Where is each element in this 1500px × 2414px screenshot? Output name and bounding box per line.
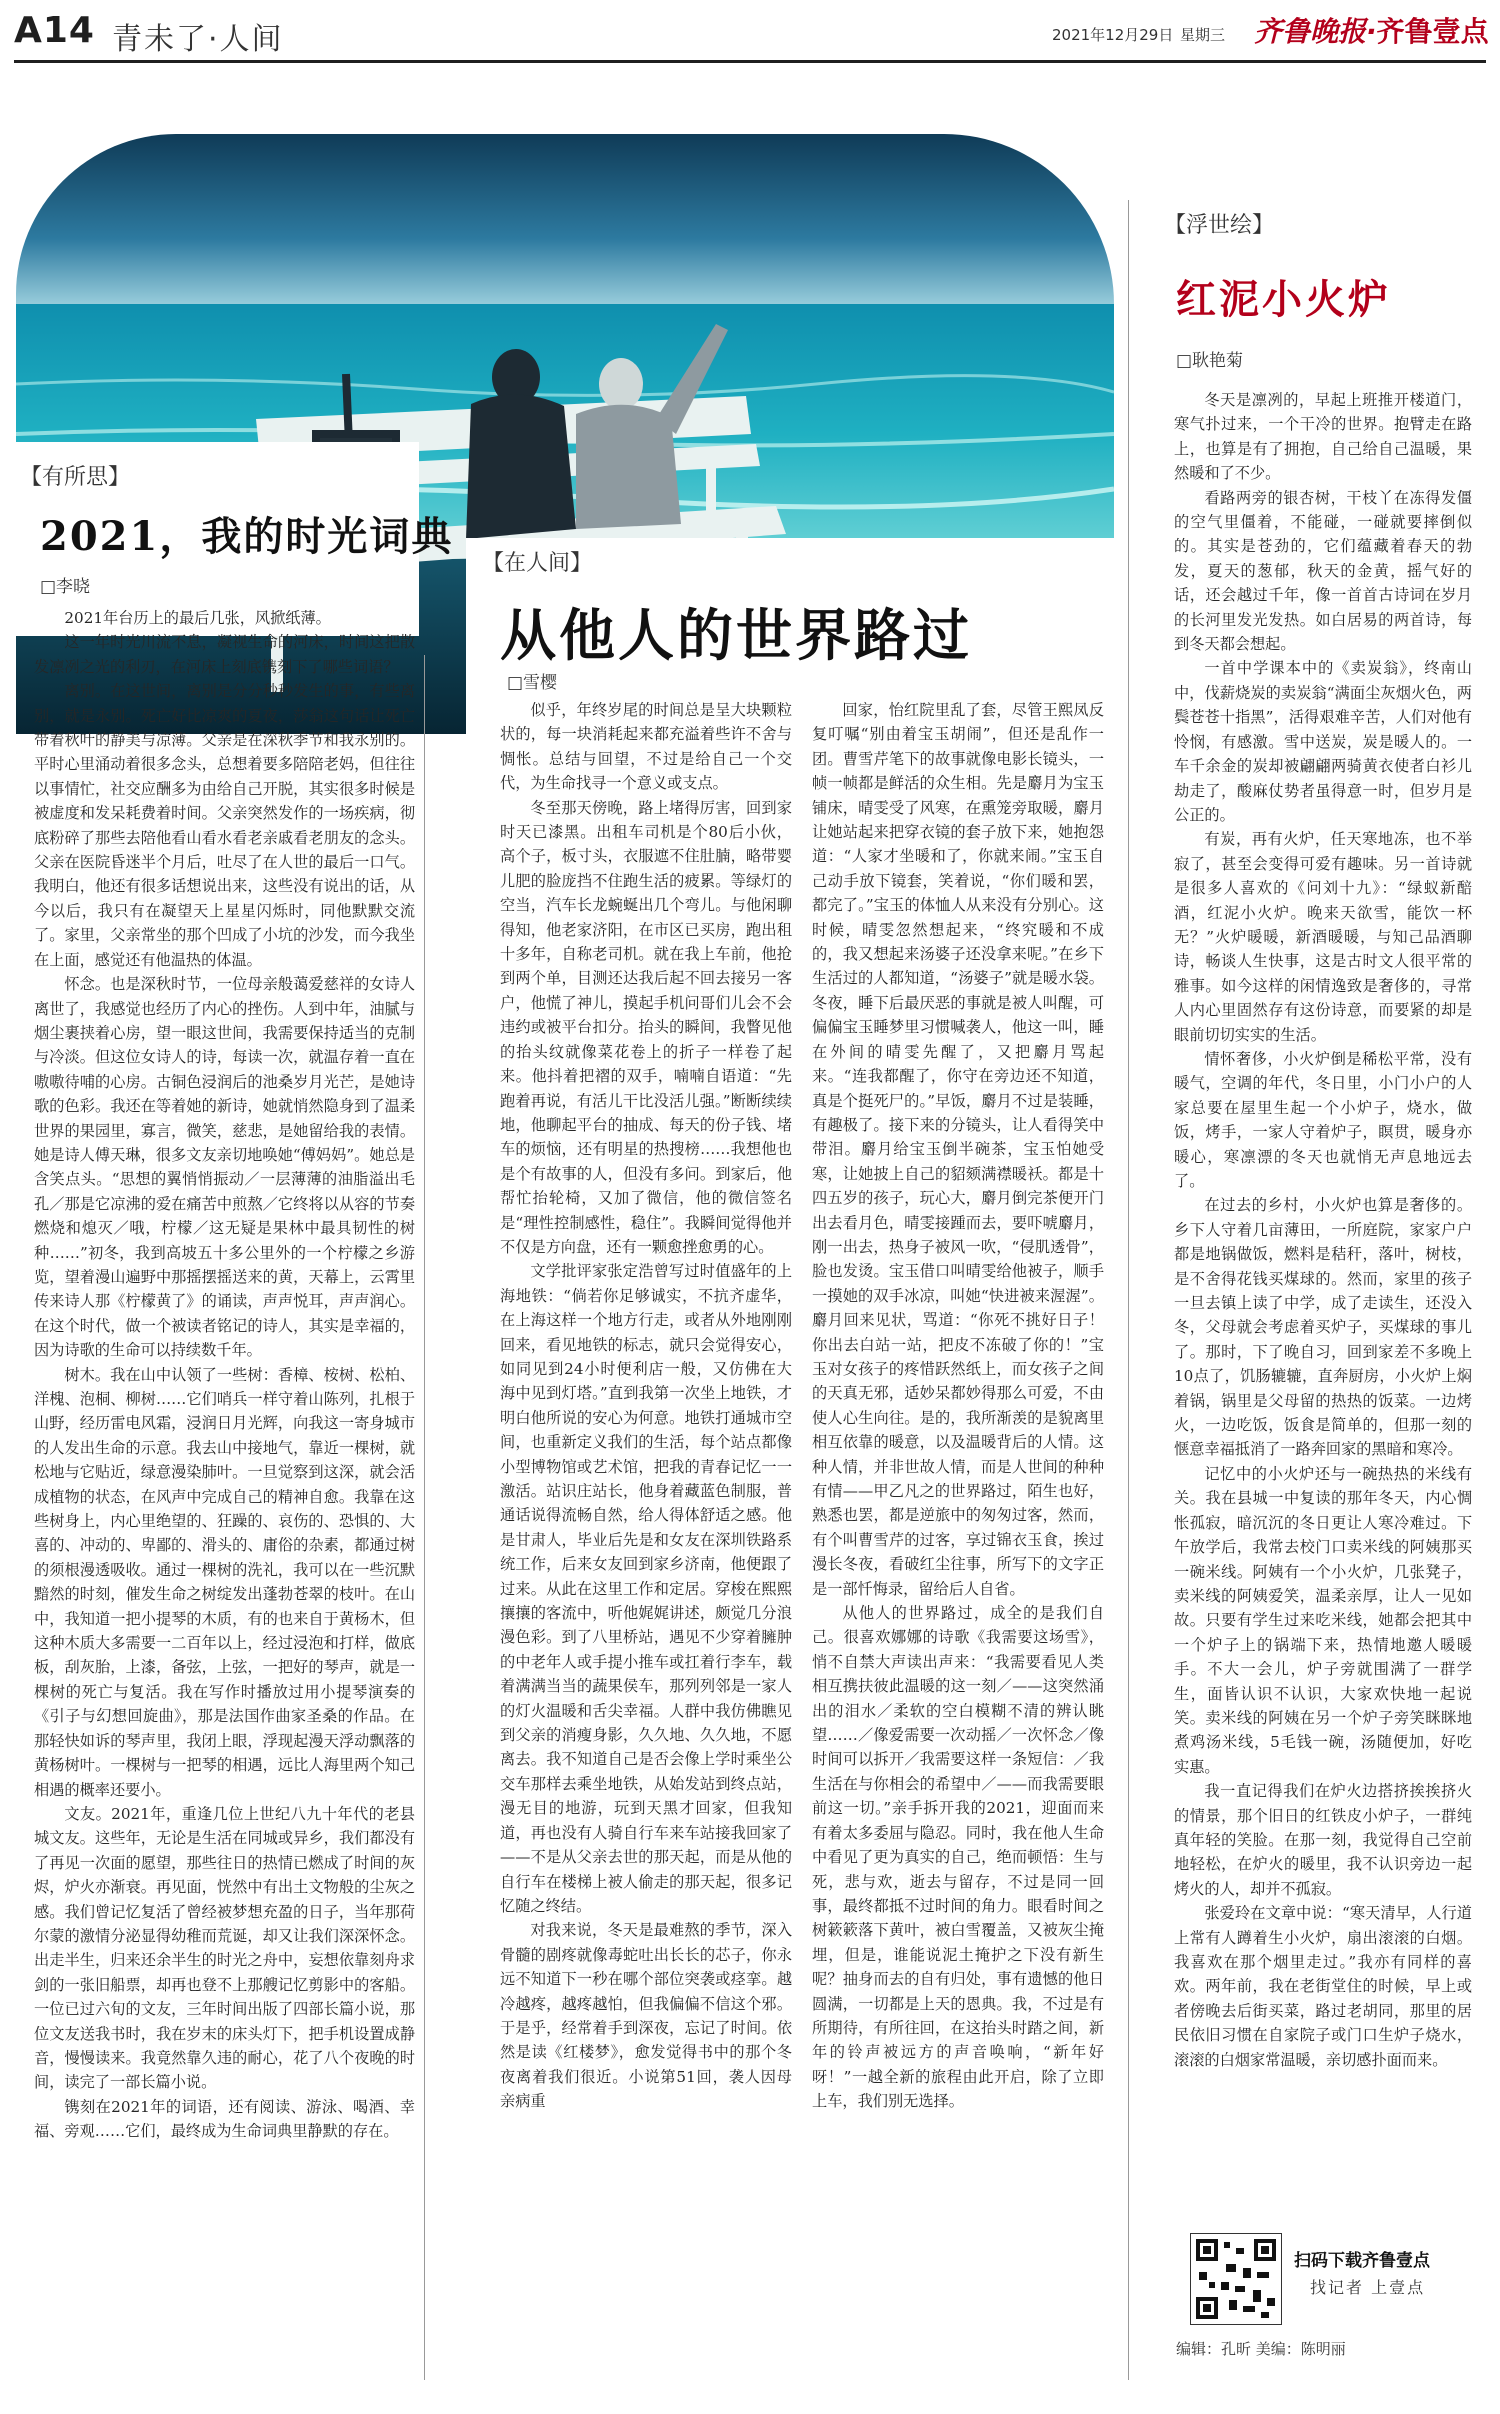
- article3-paragraph: 有炭，再有火炉，任天寒地冻，也不举寂了，甚至会变得可爱有趣味。另一首诗就是很多人喜欢的《问刘十九》：“绿蚁新醅酒，红泥小火炉。晚来天欲雪，能饮一杯无？”火炉暖暖，新酒暖暖，与知己品酒聊诗，畅谈人生快事，这是古时文人很平常的雅事。如今这样的闲情逸致是奢侈的，寻常人内心里固然存有这份诗意，而要紧的却是眼前切切实实的生活。: [1174, 830, 1472, 1044]
- article1-paragraph: 文友。2021年，重逢几位上世纪八九十年代的老县城文友。这些年，无论是生活在同城或异乡，我们都没有了再见一次面的愿望，那些往日的热情已燃成了时间的灰烬，炉火亦渐衰。再见面，恍然中有出土文物般的尘灰之感。我们曾记忆复活了曾经被梦想充盈的日子，当年那荷尔蒙的激情分泌显得幼稚而荒诞，却又让我们深深怀念。出走半生，归来还余半生的时光之舟中，妄想依靠刻舟求剑的一张旧船票，却再也登不上那艘记忆剪影中的客船。一位已过六旬的文友，三年时间出版了四部长篇小说，那位文友送我书时，我在岁末的床头灯下，把手机设置成静音，慢慢读来。我竟然靠久违的耐心，花了八个夜晚的时间，读完了一部长篇小说。: [34, 1804, 415, 2092]
- editor-credits: 编辑：孔昕 美编：陈明丽: [1176, 2340, 1346, 2358]
- section-title: 青未了·人间: [112, 22, 284, 57]
- article3-paragraph: 我一直记得我们在炉火边搭挤挨挨挤火的情景，那个旧日的红铁皮小炉子，一群纯真年轻的笑脸。在那一刻，我觉得自己空前地轻松，在炉火的暖里，我不认识旁边一起烤火的人，却并不孤寂。: [1174, 1782, 1472, 1898]
- article2-paragraph: 冬至那天傍晚，路上堵得厉害，回到家时天已漆黑。出租车司机是个80后小伙，高个子，板寸头，衣服遮不住肚腩，略带婴儿肥的脸庞挡不住跑生活的疲累。等绿灯的空当，汽车长龙蜿蜒出几个弯儿。与他闲聊得知，他老家济阳，在市区已买房，跑出租十多年，自称老司机。就在我上车前，他抢到两个单，目测还达我后起不回去接另一客户，他慌了神儿，摸起手机问哥们儿会不会违约或被平台扣分。抬头的瞬间，我瞥见他的抬头纹就像菜花卷上的折子一样卷了起来。他抖着把褶的双手，喃喃自语道：“先跑着再说，有活儿干比没活儿强。”断断续续地，他聊起平台的抽成、每天的份子钱、堵车的烦恼，还有明星的热搜榜……我想他也是个有故事的人，但没有多问。到家后，他帮忙抬轮椅，又加了微信，他的微信签名是“理性控制感性，稳住”。我瞬间觉得他并不仅是方向盘，还有一颗愈挫愈勇的心。: [500, 798, 792, 1256]
- article2-paragraph: 从他人的世界路过，成全的是我们自己。很喜欢娜娜的诗歌《我需要这场雪》，悄不自禁大声读出声来：“我需要看见人类相互携扶彼此温暖的这一刻／——这突然涌出的泪水／柔软的空白模糊不清的辨认眺望……／像爱需要一次动摇／一次怀念／像时间可以拆开／我需要这样一条短信：／我生活在与你相会的希望中／——而我需要眼前这一切。”亲手拆开我的2021，迎面而来有着太多委屈与隐忍。同时，我在他人生命中看见了更为真实的自己，绝而顿悟：生与死，悲与欢，逝去与留存，不过是同一回事，最终都抵不过时间的角力。眼看时间之树簌簌落下黄叶，被白雪覆盖，又被灰尘掩埋，但是，谁能说泥土掩护之下没有新生呢？抽身而去的自有归处，事有遗憾的他日圆满，一切都是上天的恩典。我，不过是有所期待，有所往回，在这抬头时踏之间，新年的铃声被远方的声音唤响，“新年好呀！”一越全新的旅程由此开启，除了立即上车，我们别无选择。: [812, 1604, 1104, 2111]
- article1-paragraph: 树木。我在山中认领了一些树：香樟、桉树、松柏、洋槐、泡桐、柳树……它们哨兵一样守着山陈列，扎根于山野，经历雷电风霜，浸润日月光辉，向我这一寄身城市的人发出生命的示意。我去山中接地气，靠近一棵树，就松地与它贴近，绿意漫染肺叶。一旦觉察到这深，就会活成植物的状态，在风声中完成自己的精神自愈。我靠在这些树身上，内心里绝望的、狂躁的、哀伤的、恐惧的、大喜的、冲动的、卑鄙的、滑头的、庸俗的杂素，都通过树的须根漫透吸收。通过一棵树的洗礼，我可以在一些沉默黯然的时刻，催发生命之树绽发出蓬勃苍翠的枝叶。在山中，我知道一把小提琴的木质，有的也来自于黄杨木，但这种木质大多需要一二百年以上，经过浸泡和打样，做底板，刮灰胎，上漆，备弦，上弦，一把好的琴声，就是一棵树的死亡与复活。我在写作时播放过用小提琴演奏的《引子与幻想回旋曲》，那是法国作曲家圣桑的作品。在那轻快如诉的琴声里，我闭上眼，浮现起漫天浮动飘落的黄杨树叶。一棵树与一把琴的相遇，远比人海里两个知己相遇的概率还要小。: [34, 1365, 415, 1799]
- header-rule: [14, 60, 1486, 63]
- article2-paragraph: 似乎，年终岁尾的时间总是呈大块颗粒状的，每一块消耗起来都充溢着些许不舍与惆怅。总结与回望，不过是给自己一个交代，为生命找寻一个意义或支点。: [500, 701, 792, 793]
- column-divider: [424, 655, 425, 2380]
- article1-author: □李晓: [40, 577, 91, 597]
- page-number: A14: [14, 10, 95, 51]
- article1-column-tag: 【有所思】: [20, 465, 131, 490]
- article2-paragraph: 文学批评家张定浩曾写过时值盛年的上海地铁：“倘若你足够诚实，不抗齐虚华，在上海这样一个地方行走，或者从外地刚刚回来，看见地铁的标志，就只会觉得安心，如同见到24小时便利店一般，又仿佛在大海中见到灯塔。”直到我第一次坐上地铁，才明白他所说的安心为何意。地铁打通城市空间，也重新定义我们的生活，每个站点都像小型博物馆或艺术馆，把我的青春记忆一一激活。站识庄站长，他身着藏蓝色制服，普通话说得流畅自然，给人得体舒适之感。他是甘肃人，毕业后先是和女友在深圳铁路系统工作，后来女友回到家乡济南，他便跟了过来。从此在这里工作和定居。穿梭在熙熙攘攘的客流中，听他娓娓讲述，颇觉几分浪漫色彩。到了八里桥站，遇见不少穿着臃肿的中老年人或手提小推车或扛着行李车，载着满满当当的蔬果侯车，那列列邻是一家人的灯火温暖和舌尖幸福。人群中我仿佛瞧见到父亲的消瘦身影，久久地、久久地，不愿离去。我不知道自己是否会像上学时乘坐公交车那样去乘坐地铁，从始发站到终点站，漫无目的地游，玩到天黑才回家，但我知道，再也没有人骑自行车来车站接我回家了——不是从父亲去世的那天起，而是从他的自行车在楼梯上被人偷走的那天起，很多记忆随之终结。: [500, 1262, 792, 1915]
- article2-paragraph: 回家，怡红院里乱了套，尽管王熙凤反复叮嘱“别由着宝玉胡闹”，但还是乱作一团。曹雪芹笔下的故事就像电影长镜头，一帧一帧都是鲜活的众生相。先是麝月为宝玉铺床，晴雯受了风寒，在熏笼旁取暖，麝月让她站起来把穿衣镜的套子放下来，她抱怨道：“人家才坐暖和了，你就来闹。”宝玉自己动手放下镜套，笑着说，“你们暖和罢，都完了。”宝玉的体恤人从来没有分别心。这时候，晴雯忽然想起来，“终究暖和不成的，我又想起来汤婆子还没拿来呢。”在乡下生活过的人都知道，“汤婆子”就是暖水袋。冬夜，睡下后最厌恶的事就是被人叫醒，可偏偏宝玉睡梦里习惯喊袭人，他这一叫，睡在外间的晴雯先醒了，又把麝月骂起来。“连我都醒了，你守在旁边还不知道，真是个挺死尸的。”早饭，麝月不过是装睡，有趣极了。接下来的分镜头，让人看得笑中带泪。麝月给宝玉倒半碗茶，宝玉怕她受寒，让她披上自己的貂颏满襟暖袄。都是十四五岁的孩子，玩心大，麝月倒完茶便开门出去看月色，晴雯接踵而去，要吓唬麝月，刚一出去，热身子被风一吹，“侵肌透骨”，脸也发烫。宝玉借口叫晴雯给他被子，顺手一摸她的双手冰凉，叫她“快进被来渥渥”。麝月回来见状，骂道：“你死不挑好日子！你出去白站一站，把皮不冻破了你的！”宝玉对女孩子的疼惜跃然纸上，而女孩子之间的天真无邪，适妙呆都妙得那么可爱，不由使人心生向往。是的，我所渐羡的是貌离里相互依靠的暖意，以及温暖背后的人情。这种人情，并非世故人情，而是人世间的种种有情——甲乙凡之的世界路过，陌生也好，熟悉也罢，都是逆旅中的匆匆过客，然而，有个叫曹雪芹的过客，享过锦衣玉食，挨过漫长冬夜，看破红尘往事，所写下的文字正是一部忏悔录，留给后人自省。: [812, 701, 1104, 1598]
- article2-column-tag: 【在人间】: [482, 551, 593, 576]
- newspaper-logo: 齐鲁晚报·齐鲁壹点: [1254, 15, 1489, 48]
- article2-paragraph: 对我来说，冬天是最难熬的季节，深入骨髓的剧疼就像毒蛇吐出长长的芯子，你永远不知道下一秒在哪个部位突袭或痉挛。越冷越疼，越疼越怕，但我偏偏不信这个邪。于是乎，经常着手到深夜，忘记了时间。依然是读《红楼梦》，愈发觉得书中的那个冬夜离着我们很近。小说第51回，袭人因母亲病重: [500, 1921, 792, 2111]
- qr-code[interactable]: [1190, 2233, 1282, 2325]
- article3-paragraph: 记忆中的小火炉还与一碗热热的米线有关。我在县城一中复读的那年冬天，内心惆怅孤寂，暗沉沉的冬日更让人寒冷难过。下午放学后，我常去校门口卖米线的阿姨那买一碗米线。阿姨有一个小火炉，几张凳子，卖米线的阿姨爱笑，温柔亲厚，让人一见如故。只要有学生过来吃米线，她都会把其中一个炉子上的锅端下来，热情地邀人暖暖手。不大一会儿，炉子旁就围满了一群学生，面皆认识不认识，大家欢快地一起说笑。卖米线的阿姨在另一个炉子旁笑眯眯地煮鸡汤米线，5毛钱一碗，汤随便加，好吃实惠。: [1174, 1464, 1472, 1776]
- brand-name: 齐鲁晚报: [1254, 15, 1367, 48]
- article1-title: 2021，我的时光词典: [40, 513, 454, 560]
- article1-paragraph: 2021年台历上的最后几张，风掀纸薄。: [64, 609, 331, 627]
- article2-title: 从他人的世界路过: [500, 603, 972, 669]
- article2-author: □雪樱: [507, 673, 558, 693]
- article1-paragraph: 离别。在这世间，离别是分分秒秒发生的事，有些离别，就是永别。死亡好比凉爽的夏夜，莎翁这句话让死亡带着秋叶的静美与凉薄。父亲是在深秋季节和我永别的。平时心里涌动着很多念头，总想着要多陪陪老妈，但往往以事情忙，社交应酬多为由给自己开脱，其实很多时候是被虚度和发呆耗费着时间。父亲突然发作的一场疾病，彻底粉碎了那些去陪他看山看水看老亲戚看老朋友的念头。父亲在医院昏迷半个月后，吐尽了在人世的最后一口气。我明白，他还有很多话想说出来，这些没有说出的话，从今以后，我只有在凝望天上星星闪烁时，同他默默交流了。家里，父亲常坐的那个凹成了小坑的沙发，而今我坐在上面，感觉还有他温热的体温。: [34, 682, 415, 969]
- article3-paragraph: 看路两旁的银杏树，干枝丫在冻得发僵的空气里僵着，不能碰，一碰就要摔倒似的。其实是苍劲的，它们蕴藏着春天的勃发，夏天的葱郁，秋天的金黄，摇气好的话，还会越过千年，像一首首古诗词在岁月的长河里发光发热。如白居易的两首诗，每到冬天都会想起。: [1174, 488, 1472, 654]
- issue-date: 2021年12月29日: [1052, 26, 1174, 44]
- article3-paragraph: 在过去的乡村，小火炉也算是奢侈的。乡下人守着几亩薄田，一所庭院，家家户户都是地锅做饭，燃料是秸秆，落叶，树枝，是不舍得花钱买煤球的。然而，家里的孩子一旦去镇上读了中学，成了走读生，还没入冬，父母就会考虑着买炉子，买煤球的事儿了。那时，下了晚自习，回到家差不多晚上10点了，饥肠辘辘，直奔厨房，小火炉上焖着锅，锅里是父母留的热热的饭菜。一边烤火，一边吃饭，饭食是简单的，但那一刻的惬意幸福抵消了一路奔回家的黑暗和寒冷。: [1174, 1196, 1472, 1459]
- article3-paragraph: 一首中学课本中的《卖炭翁》，终南山中，伐薪烧炭的卖炭翁“满面尘灰烟火色，两鬓苍苍十指黑”，活得艰难辛苦，人们对他有怜悯，有感激。雪中送炭，炭是暖人的。一车千余金的炭却被翩翩两骑黄衣使者白衫儿劫走了，酸麻仗势者虽得意一时，但岁月是公正的。: [1174, 659, 1472, 824]
- article3-paragraph: 冬天是凛冽的，早起上班推开楼道门，寒气扑过来，一个干冷的世界。抱臂走在路上，也算是有了拥抱，自己给自己温暖，果然暖和了不少。: [1174, 391, 1472, 483]
- brand-app-name: 齐鲁壹点: [1376, 15, 1489, 48]
- article3-paragraph: 张爱玲在文章中说：“寒天清早，人行道上常有人蹲着生小火炉，扇出滚滚的白烟。我喜欢在那个烟里走过。”我亦有同样的喜欢。两年前，我在老街堂住的时候，早上或者傍晚去后街买菜，路过老胡同，那里的居民依旧习惯在自家院子或门口生炉子烧水，滚滚的白烟家常温暖，亲切感扑面而来。: [1174, 1904, 1472, 2069]
- article3-body: [1174, 388, 1472, 2088]
- article1-paragraph: 这一年时光川流不息，凝视生命的河床，时间这把散发凛冽之光的利刃，在河床上刻底镌刻下了哪些词语？: [34, 633, 415, 676]
- article3-author: □耿艳菊: [1176, 351, 1244, 371]
- column-divider: [1128, 200, 1129, 2380]
- article3-paragraph: 情怀奢侈，小火炉倒是稀松平常，没有暖气，空调的年代，冬日里，小门小户的人家总要在屋里生起一个小炉子，烧水，做饭，烤手，一家人守着炉子，瞑贯，暖身亦暖心，寒凛漂的冬天也就悄无声息地远去了。: [1174, 1049, 1472, 1190]
- article3-title: 红泥小火炉: [1176, 276, 1391, 323]
- article2-body-col1: [500, 698, 792, 2378]
- qr-subcaption: 找记者 上壹点: [1310, 2278, 1426, 2297]
- qr-caption: 扫码下载齐鲁壹点: [1294, 2251, 1430, 2271]
- issue-weekday: 星期三: [1180, 26, 1226, 44]
- article1-body: [34, 606, 415, 2376]
- article2-body-col2: [812, 698, 1104, 2378]
- article3-column-tag: 【浮世绘】: [1164, 213, 1275, 238]
- article1-paragraph: 镌刻在2021年的词语，还有阅读、游泳、喝酒、幸福、旁观……它们，最终成为生命词典里静默的存在。: [34, 2097, 415, 2141]
- article1-paragraph: 怀念。也是深秋时节，一位母亲般蔼爱慈祥的女诗人离世了，我感觉也经历了内心的挫伤。人到中年，油腻与烟尘裹挟着心房，望一眼这世间，我需要保持适当的克制与冷淡。但这位女诗人的诗，每读一次，就温存着一直在嗷嗷待哺的心房。古铜色浸润后的池桑岁月光芒，是她诗歌的色彩。我还在等着她的新诗，她就悄然隐身到了温柔世界的果园里，寡言，微笑，慈悲，是她留给我的表情。她是诗人傅天琳，很多文友亲切地唤她“傅妈妈”。她总是含笑点头。“思想的翼悄悄振动／一层薄薄的油脂溢出毛孔／那是它凉沸的爱在痛苦中煎熬／它终将以从容的节奏燃烧和熄灭／哦，柠檬／这无疑是果林中最具韧性的树种……”初冬，我到高坡五十多公里外的一个柠檬之乡游览，望着漫山遍野中那摇摆摇送来的黄，天幕上，云霄里传来诗人那《柠檬黄了》的诵读，声声悦耳，声声润心。在这个时代，做一个被读者铭记的诗人，其实是幸福的，因为诗歌的生命可以持续数千年。: [34, 975, 415, 1360]
